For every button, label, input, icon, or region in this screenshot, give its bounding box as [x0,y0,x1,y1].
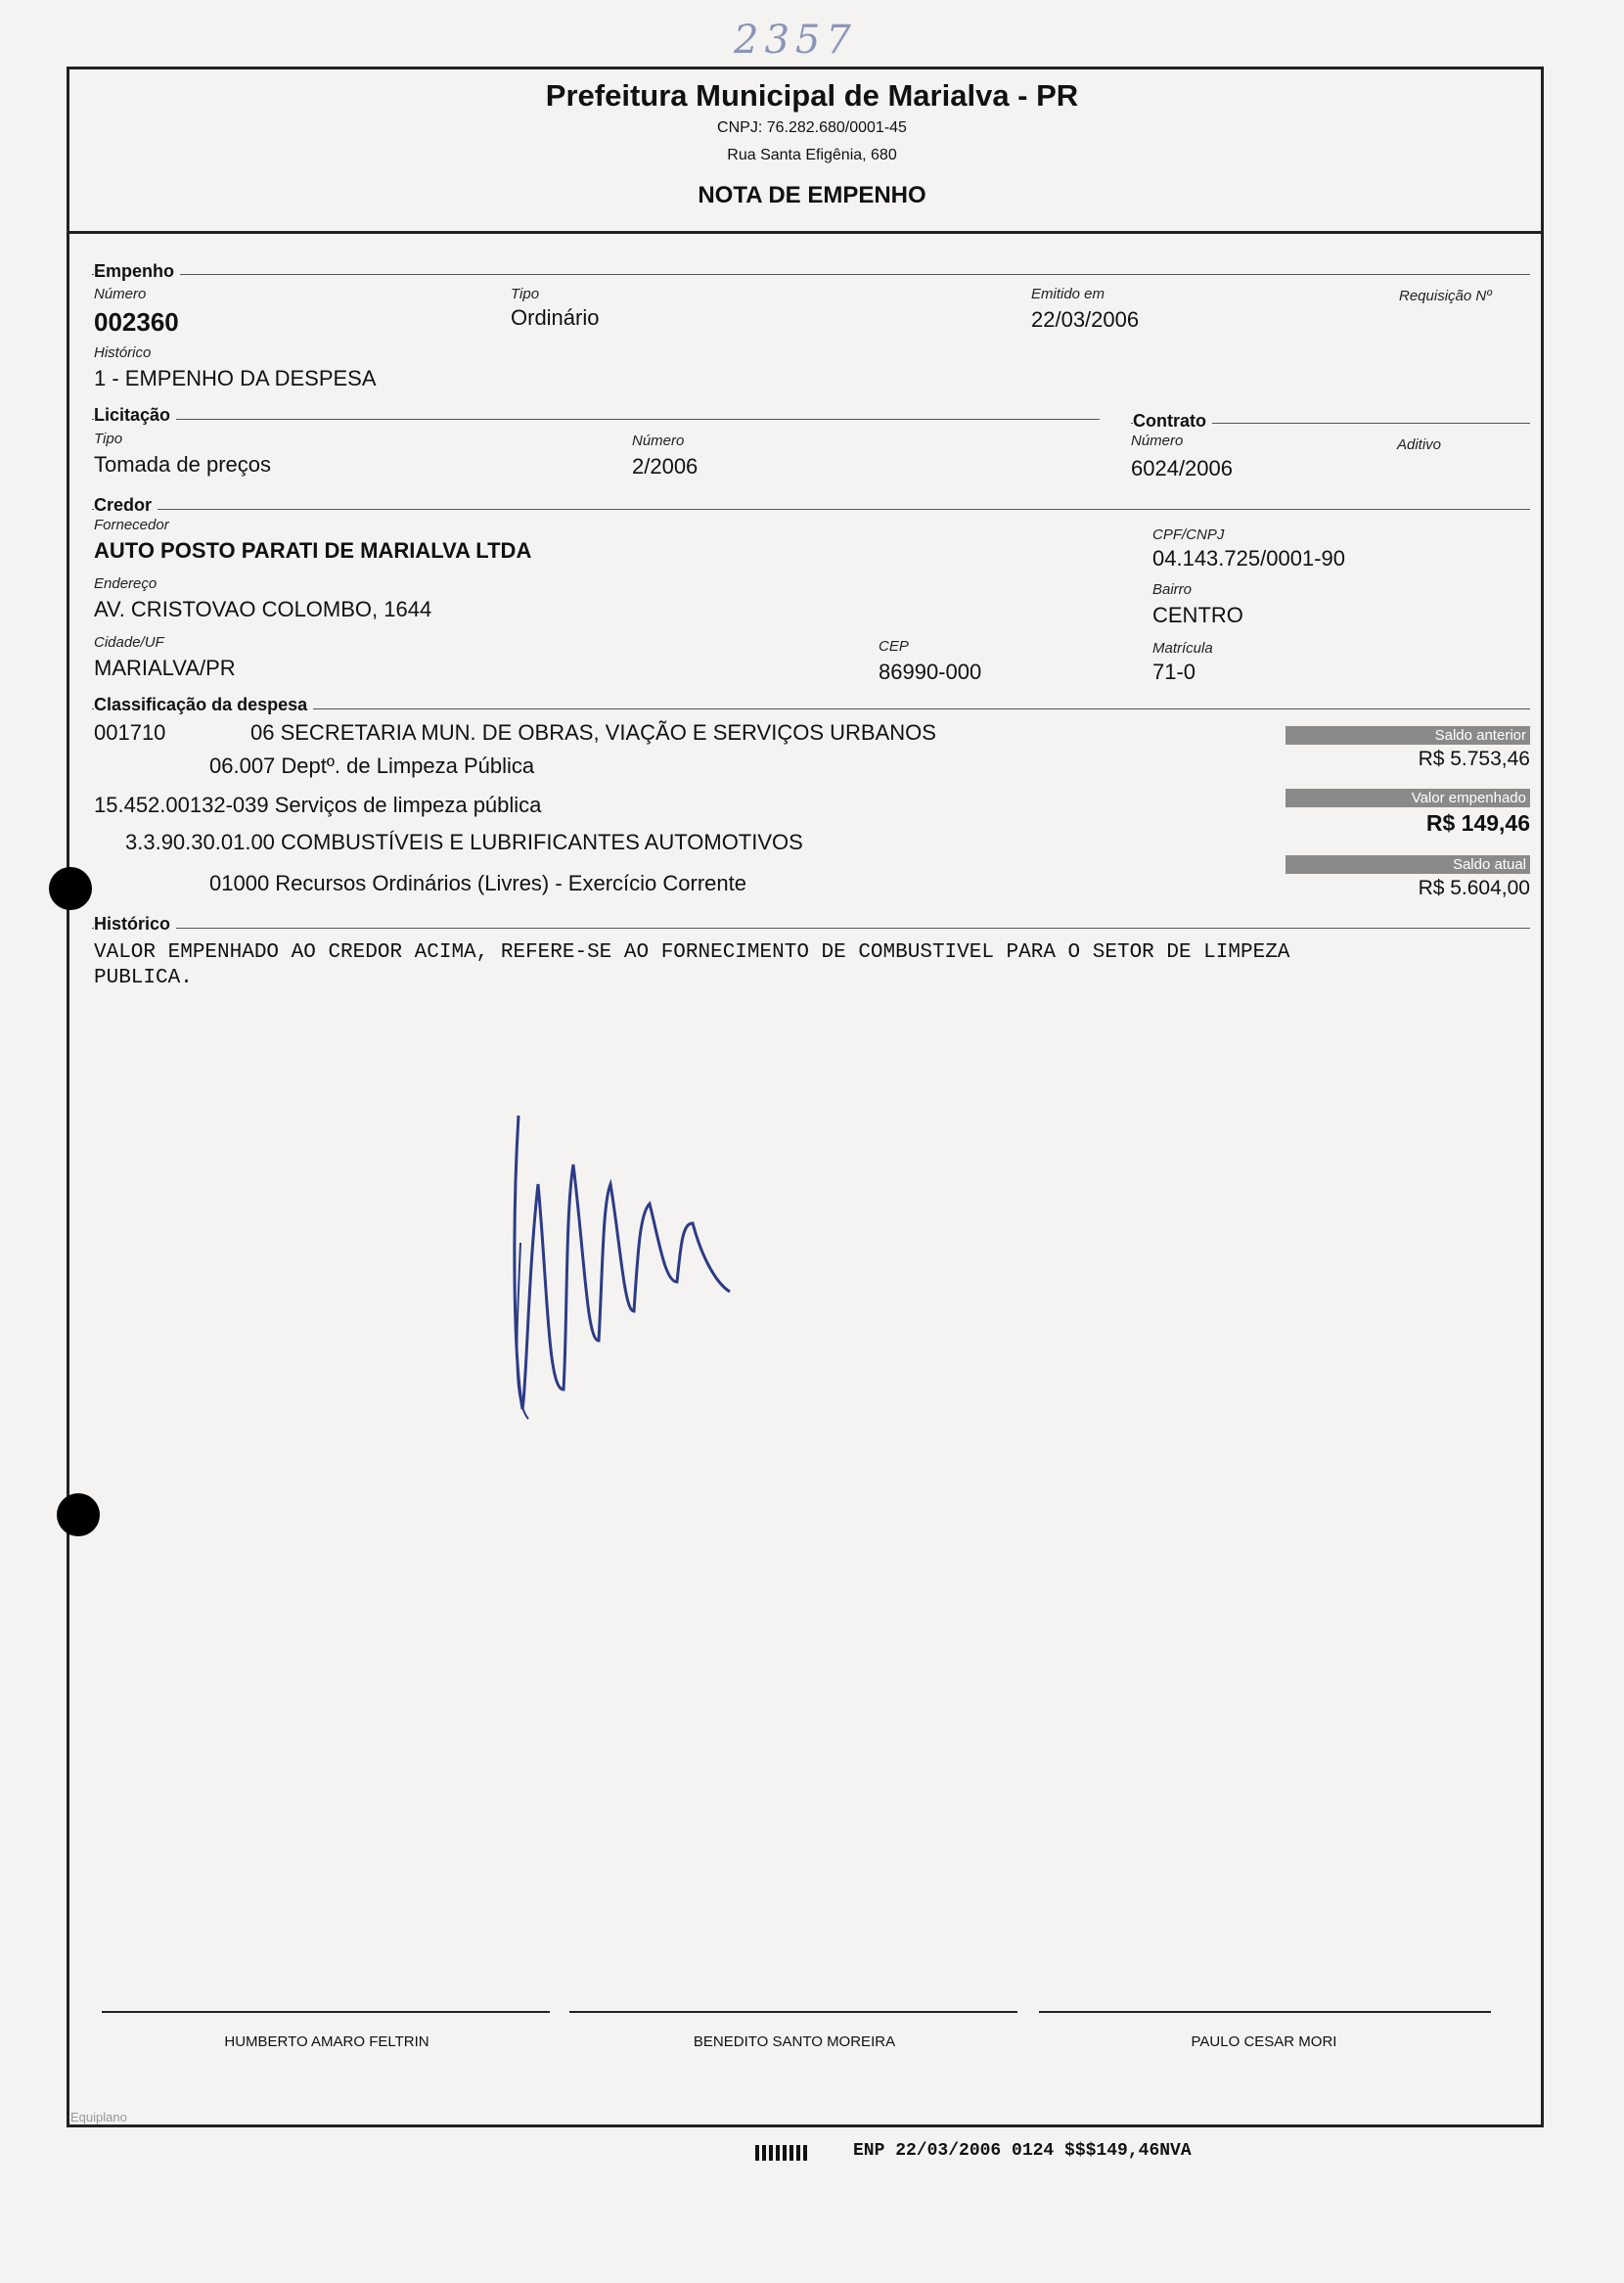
handwritten-signature [509,1096,744,1429]
empenho-tipo: Ordinário [511,305,600,330]
saldo-atual: R$ 5.604,00 [1418,877,1530,899]
header-cnpj: CNPJ: 76.282.680/0001-45 [717,119,907,136]
empenho-divider [92,274,1530,275]
licitacao-section-label: Licitação [94,405,176,426]
valor-empenhado-label: Valor empenhado [1286,789,1530,807]
matricula-label: Matrícula [1152,640,1213,657]
signature-line-1 [102,2011,550,2013]
software-footer: Equiplano [70,2110,127,2124]
credor-section-label: Credor [94,495,158,516]
historico-section-label: Histórico [94,914,176,935]
classificacao-departamento: 06.007 Deptº. de Limpeza Pública [209,753,535,778]
credor-divider [92,509,1530,510]
cpf-cnpj-label: CPF/CNPJ [1152,526,1225,543]
header-address: Rua Santa Efigênia, 680 [727,147,897,163]
classificacao-code: 001710 [94,720,166,745]
header-divider [67,231,1544,234]
classificacao-section-label: Classificação da despesa [94,695,313,715]
licitacao-numero-label: Número [632,433,685,449]
licitacao-tipo: Tomada de preços [94,452,271,477]
saldo-anterior: R$ 5.753,46 [1418,748,1530,770]
punch-hole-top [49,867,92,910]
bairro: CENTRO [1152,603,1243,627]
historico-text-line-1: VALOR EMPENHADO AO CREDOR ACIMA, REFERE-SE AO FORNECIMENTO DE COMBUSTIVEL PARA O SETOR DE LIMPEZA [94,941,1290,964]
signature-name-2: BENEDITO SANTO MOREIRA [693,2033,896,2050]
contrato-numero-label: Número [1131,433,1184,449]
classificacao-recurso: 01000 Recursos Ordinários (Livres) - Exercício Corrente [209,871,746,895]
cidade: MARIALVA/PR [94,656,236,680]
licitacao-tipo-label: Tipo [94,431,123,447]
contrato-section-label: Contrato [1133,411,1212,432]
signature-name-1: HUMBERTO AMARO FELTRIN [224,2033,429,2050]
signature-line-2 [569,2011,1017,2013]
bairro-label: Bairro [1152,581,1193,598]
validation-stamp: ENP 22/03/2006 0124 $$$149,46NVA [853,2141,1192,2161]
cep: 86990-000 [879,660,982,684]
fornecedor: AUTO POSTO PARATI DE MARIALVA LTDA [94,538,532,563]
empenho-tipo-label: Tipo [511,286,540,302]
classificacao-elemento: 3.3.90.30.01.00 COMBUSTÍVEIS E LUBRIFICANTES AUTOMOTIVOS [125,830,803,854]
handwritten-number: 2357 [734,18,857,63]
empenho-numero: 002360 [94,307,179,337]
cpf-cnpj: 04.143.725/0001-90 [1152,546,1345,571]
licitacao-divider [92,419,1100,420]
historico-text-line-2: PUBLICA. [94,967,193,989]
emitido-label: Emitido em [1031,286,1105,302]
saldo-atual-label: Saldo atual [1286,855,1530,874]
licitacao-numero: 2/2006 [632,454,699,479]
empenho-historico-label: Histórico [94,344,152,361]
validation-stamp-mark [755,2145,810,2161]
document-title: NOTA DE EMPENHO [698,182,926,208]
endereco-label: Endereço [94,575,158,592]
classificacao-secretaria: 06 SECRETARIA MUN. DE OBRAS, VIAÇÃO E SERVIÇOS URBANOS [250,720,936,745]
emitido-date: 22/03/2006 [1031,307,1140,332]
matricula: 71-0 [1152,660,1196,684]
requisicao-label: Requisição Nº [1399,288,1492,304]
valor-empenhado: R$ 149,46 [1425,810,1530,836]
punch-hole-bottom [57,1493,100,1536]
cep-label: CEP [879,638,909,655]
signature-name-3: PAULO CESAR MORI [1191,2033,1337,2050]
endereco: AV. CRISTOVAO COLOMBO, 1644 [94,597,432,621]
historico-divider [92,928,1530,929]
empenho-section-label: Empenho [94,261,180,282]
saldo-anterior-label: Saldo anterior [1286,726,1530,745]
header-title: Prefeitura Municipal de Marialva - PR [545,78,1079,113]
aditivo-label: Aditivo [1397,436,1442,453]
cidade-label: Cidade/UF [94,634,164,651]
signature-line-3 [1039,2011,1491,2013]
fornecedor-label: Fornecedor [94,517,169,533]
empenho-numero-label: Número [94,286,147,302]
classificacao-funcional: 15.452.00132-039 Serviços de limpeza pública [94,793,542,817]
contrato-numero: 6024/2006 [1131,456,1233,480]
empenho-historico: 1 - EMPENHO DA DESPESA [94,366,377,390]
